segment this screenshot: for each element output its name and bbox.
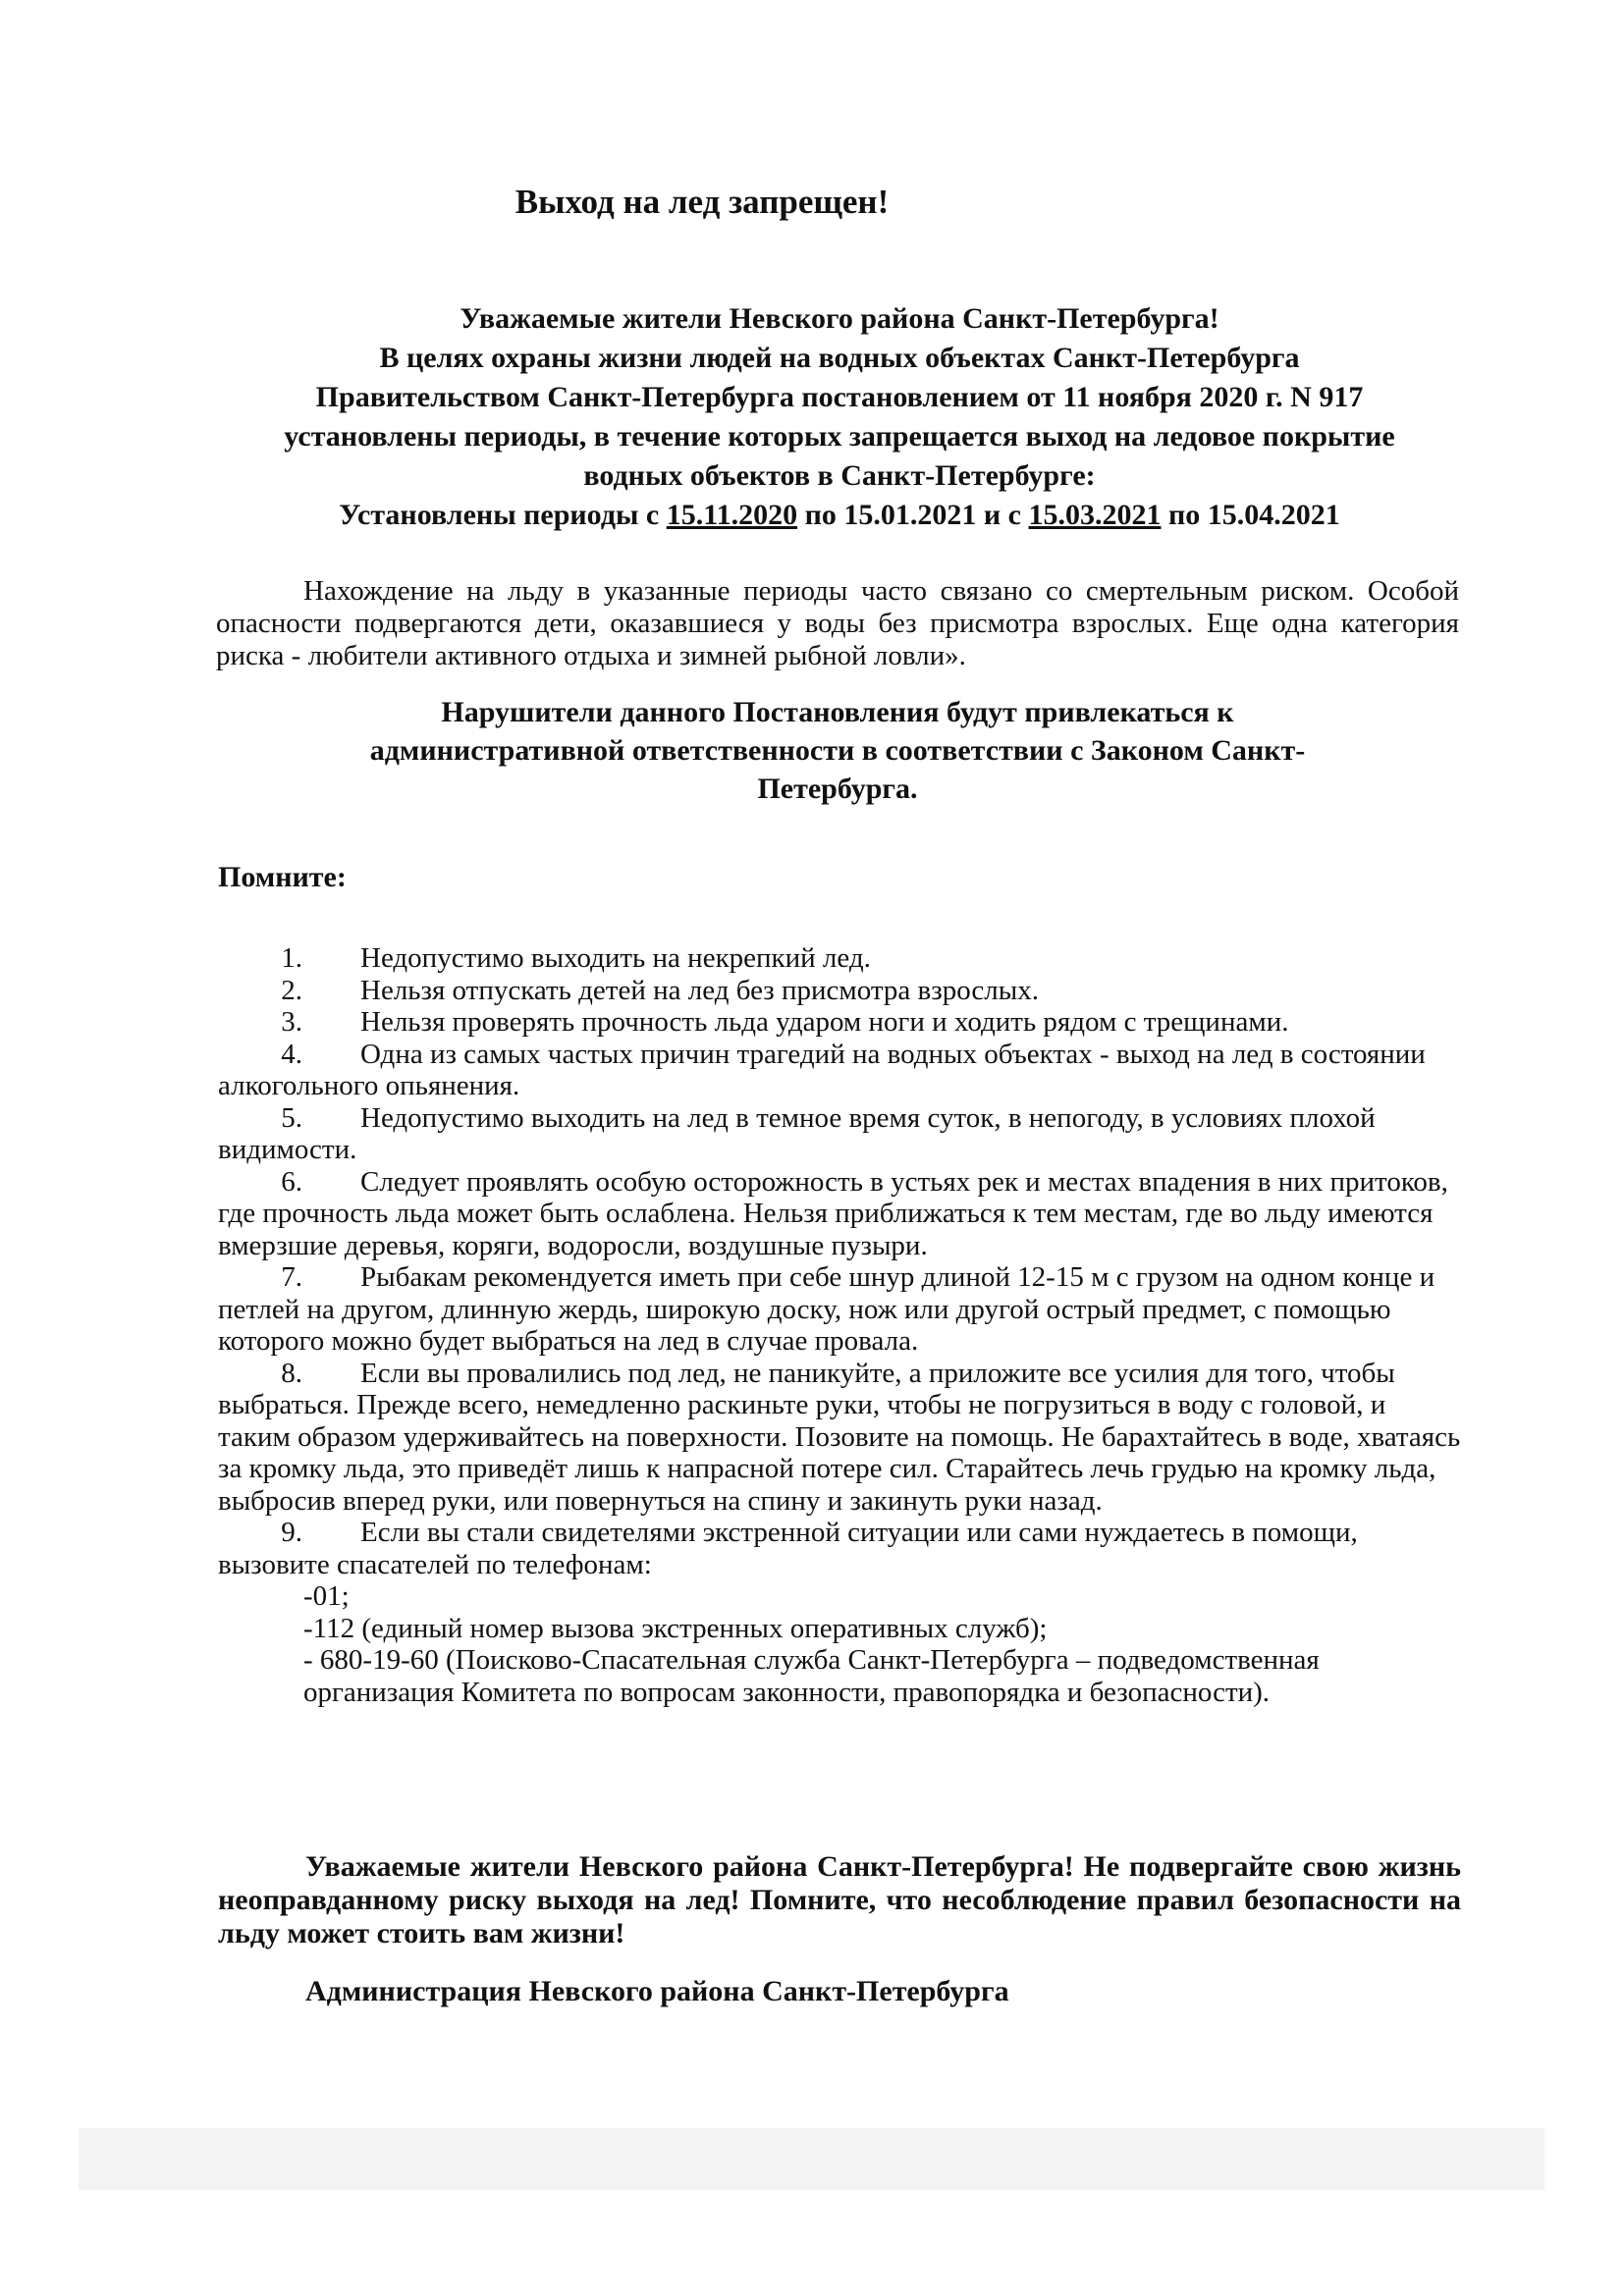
header-line: водных объектов в Санкт-Петербурге: xyxy=(583,459,1096,492)
list-item xyxy=(218,1006,1461,1039)
rule-text: Недопустимо выходить на лед в темное время суток, в непогоду, в условиях плохой видимости. xyxy=(218,1101,1376,1165)
rule-number: 2. xyxy=(281,974,302,1006)
violators-warning xyxy=(216,693,1459,808)
rule-number: 6. xyxy=(281,1165,302,1198)
rule-text: Если вы стали свидетелями экстренной ситуации или сами нуждаетесь в помощи, вызовите спасателей по телефонам: xyxy=(218,1517,1358,1580)
intro-paragraph xyxy=(216,575,1459,672)
closing-appeal: Уважаемые жители Невского района Санкт-Петербурга! Не подвергайте свою жизнь неоправданному риску выходя на лед! Помните, что несоблюдение правил безопасности на льду может стоить вам жизни! xyxy=(218,1850,1461,1949)
periods-line xyxy=(216,496,1463,535)
list-item xyxy=(218,1102,1461,1166)
rule-text: Нельзя отпускать детей на лед без присмотра взрослых. xyxy=(360,974,1039,1006)
rule-text: Следует проявлять особую осторожность в устьях рек и местах впадения в них притоков, где прочность льда может быть ослаблена. Нельзя приближаться к тем местам, где во льду имеются вмерзшие деревья, коряги, водоросли, воздушные пузыри. xyxy=(218,1165,1448,1261)
list-item xyxy=(218,1039,1461,1102)
signature: Администрация Невского района Санкт-Петербурга xyxy=(305,1975,1009,2007)
header-line: В целях охраны жизни людей на водных объектах Санкт-Петербурга xyxy=(379,342,1300,374)
page-title: Выход на лед запрещен! xyxy=(514,183,890,221)
rule-text: Одна из самых частых причин трагедий на водных объектах - выход на лед в состоянии алкогольного опьянения. xyxy=(218,1038,1426,1101)
warning-line: Нарушители данного Постановления будут привлекаться к xyxy=(441,696,1234,728)
header-line: Правительством Санкт-Петербурга постановлением от 11 ноября 2020 г. N 917 xyxy=(315,381,1364,413)
safety-rules-list xyxy=(218,942,1461,1708)
list-item xyxy=(218,1166,1461,1262)
phone-line: -112 (единый номер вызова экстренных оперативных служб); xyxy=(303,1612,1048,1644)
rule-text: Недопустимо выходить на некрепкий лед. xyxy=(360,942,871,974)
footer-bar xyxy=(79,2128,1544,2190)
period-start-2: 15.03.2021 xyxy=(1028,499,1162,531)
list-item xyxy=(218,1358,1461,1518)
list-item xyxy=(218,975,1461,1007)
rule-number: 5. xyxy=(281,1101,302,1134)
periods-mid: по 15.01.2021 и с xyxy=(797,499,1029,531)
rule-number: 7. xyxy=(281,1261,302,1293)
periods-suffix: по 15.04.2021 xyxy=(1161,499,1340,531)
rule-number: 1. xyxy=(281,942,302,974)
intro-text: Нахождение на льду в указанные периоды часто связано со смертельным риском. Особой опасности подвергаются дети, оказавшиеся у воды без присмотра взрослых. Еще одна категория риска - любители активного отдыха и зимней рыбной ловли». xyxy=(216,575,1459,671)
rule-text: Нельзя проверять прочность льда ударом ноги и ходить рядом с трещинами. xyxy=(360,1006,1289,1038)
header-line: Уважаемые жители Невского района Санкт-Петербурга! xyxy=(460,302,1219,335)
rule-number: 4. xyxy=(281,1038,302,1070)
list-item xyxy=(218,1261,1461,1358)
rule-number: 3. xyxy=(281,1006,302,1038)
warning-line: Петербурга. xyxy=(757,773,918,805)
remember-heading: Помните: xyxy=(218,861,347,893)
rule-number: 8. xyxy=(281,1357,302,1389)
phone-line: - 680-19-60 (Поисково-Спасательная служба Санкт-Петербурга – подведомственная организация Комитета по вопросам законности, правопорядка и безопасности). xyxy=(303,1644,1320,1708)
rule-text: Рыбакам рекомендуется иметь при себе шнур длиной 12-15 м с грузом на одном конце и петлей на другом, длинную жердь, широкую доску, нож или другой острый предмет, с помощью которого можно будет выбраться на лед в случае провала. xyxy=(218,1261,1435,1357)
period-start-1: 15.11.2020 xyxy=(666,499,798,531)
list-item xyxy=(218,942,1461,975)
rule-text: Если вы провалились под лед, не паникуйте, а приложите все усилия для того, чтобы выбраться. Прежде всего, немедленно раскиньте руки, чтобы не погрузиться в воду с головой, и таким образом удерживайтесь на поверхности. Позовите на помощь. Не барахтайтесь в воде, хватаясь за кромку льда, это приведёт лишь к напрасной потере сил. Старайтесь лечь грудью на кромку льда, выбросив вперед руки, или повернуться на спину и закинуть руки назад. xyxy=(218,1357,1461,1517)
periods-prefix: Установлены периоды с xyxy=(339,499,667,531)
phone-line: -01; xyxy=(303,1580,350,1612)
rule-number: 9. xyxy=(281,1517,302,1548)
warning-line: административной ответственности в соответствии с Законом Санкт- xyxy=(369,734,1306,767)
header-line: установлены периоды, в течение которых запрещается выход на ледовое покрытие xyxy=(284,420,1395,453)
list-item xyxy=(218,1517,1461,1580)
header-block xyxy=(216,299,1463,535)
